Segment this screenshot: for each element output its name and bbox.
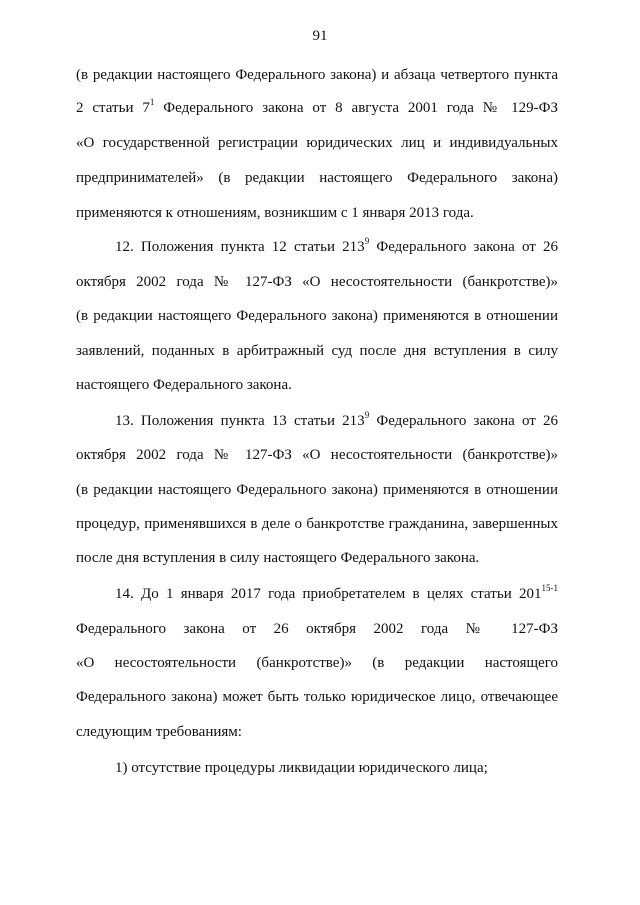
paragraph-line: Федерального закона от 26 октября 2002 года № 127-ФЗ (76, 621, 558, 637)
paragraph-line: октября 2002 года № 127-ФЗ «О несостоятельности (банкротстве)» (76, 274, 558, 290)
paragraph-line: 2 статьи $7^1$ Федерального закона от 8 августа 2001 года № 129-ФЗ (76, 97, 559, 116)
paragraph-line: после дня вступления в силу настоящего Федерального закона. (76, 550, 480, 566)
page-number: 91 (312, 28, 328, 44)
superscript: 9 (364, 410, 370, 420)
paragraph-line: (в редакции настоящего Федерального закона) применяются в отношении (76, 482, 558, 498)
paragraph-line: (в редакции настоящего Федерального закона) применяются в отношении (76, 308, 558, 324)
paragraph-line: Федерального закона) может быть только юридическое лицо, отвечающее (76, 689, 558, 705)
superscript: 1 (149, 97, 155, 107)
superscript: 15-1 (541, 583, 558, 593)
superscript: 9 (364, 236, 370, 246)
paragraph-line: «О несостоятельности (банкротстве)» (в редакции настоящего (76, 655, 558, 671)
paragraph-line: процедур, применявшихся в деле о банкротстве гражданина, завершенных (76, 516, 558, 532)
paragraph-line: 14. До 1 января 2017 года приобретателем в целях статьи 201$^{15-1}$ (115, 583, 558, 602)
paragraph-line: настоящего Федерального закона. (76, 377, 292, 393)
paragraph-line: применяются к отношениям, возникшим с 1 января 2013 года. (76, 205, 474, 221)
paragraph-line: следующим требованиям: (76, 724, 242, 740)
paragraph-line: «О государственной регистрации юридических лиц и индивидуальных (76, 135, 558, 151)
paragraph-line: (в редакции настоящего Федерального закона) и абзаца четвертого пункта (76, 67, 558, 83)
paragraph-line: 1) отсутствие процедуры ликвидации юридического лица; (115, 760, 488, 776)
paragraph-line: заявлений, поданных в арбитражный суд после дня вступления в силу (76, 343, 558, 359)
paragraph-line: 12. Положения пункта 12 статьи $213^9$ Федерального закона от 26 (115, 236, 558, 255)
paragraph-line: 13. Положения пункта 13 статьи $213^9$ Федерального закона от 26 (115, 410, 558, 429)
paragraph-line: октября 2002 года № 127-ФЗ «О несостоятельности (банкротстве)» (76, 447, 558, 463)
paragraph-line: предпринимателей» (в редакции настоящего Федерального закона) (76, 170, 558, 186)
